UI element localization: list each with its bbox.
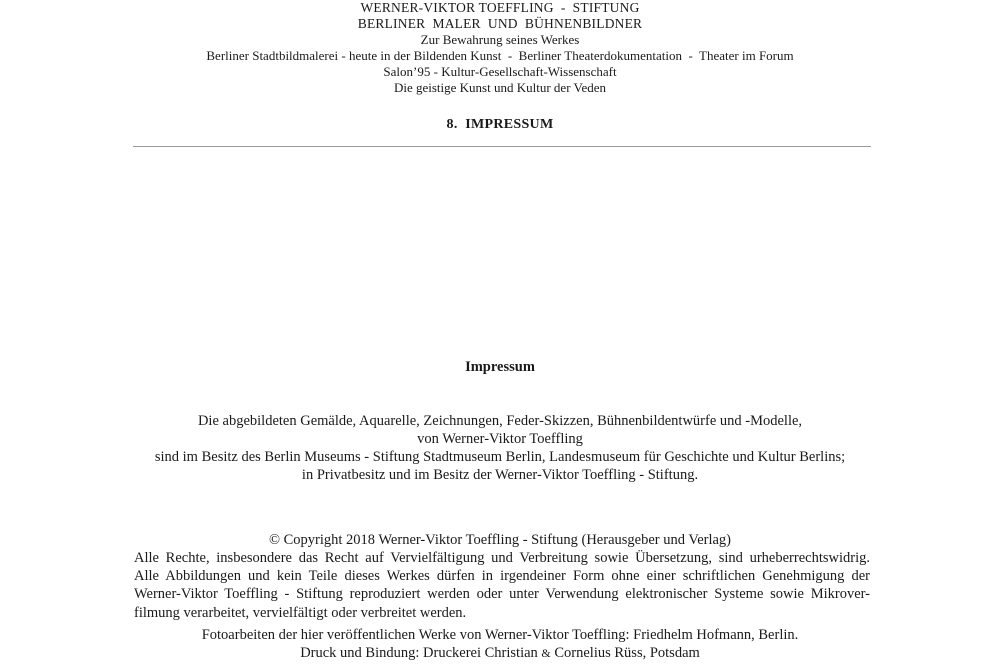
ownership-line: in Privatbesitz und im Besitz der Werner-Viktor Toeffling - Stiftung. — [301, 467, 699, 483]
rights-line: Alle Rechte, insbesondere das Recht auf Vervielfältigung und Verbreitung sowie Übersetzung, sind urheberrechtswidrig. — [134, 550, 870, 566]
credits — [0, 626, 1000, 662]
foundation-salon: Salon’95 - Kultur-Gesellschaft-Wissenschaft — [383, 64, 617, 79]
rights-line: filmung verarbeitet, vervielfältigt oder verbreitet werden. — [134, 604, 467, 621]
foundation-subtitle: BERLINER MALER UND BÜHNENBILDNER — [357, 16, 643, 31]
print-credit — [0, 644, 1000, 662]
impressum-heading: Impressum — [465, 359, 535, 375]
rights-paragraph — [134, 549, 870, 622]
foundation-header — [0, 0, 1000, 96]
print-credit-prefix: Druck und Bindung: Druckerei Christian — [300, 645, 542, 661]
print-credit-ampersand: & — [541, 646, 551, 660]
ownership-statement — [0, 412, 1000, 484]
foundation-purpose: Zur Bewahrung seines Werkes — [420, 32, 580, 47]
foundation-name: WERNER-VIKTOR TOEFFLING - STIFTUNG — [360, 0, 640, 15]
ownership-line: von Werner-Viktor Toeffling — [417, 431, 583, 447]
ownership-line: Die abgebildeten Gemälde, Aquarelle, Zeichnungen, Feder-Skizzen, Bühnenbildentwürfe und -Modelle, — [197, 413, 803, 429]
print-credit-suffix: Cornelius Rüss, Potsdam — [550, 645, 700, 661]
section-title: 8. IMPRESSUM — [446, 117, 554, 132]
photo-credit: Fotoarbeiten der hier veröffentlichen Werke von Werner-Viktor Toeffling: Friedhelm Hofmann, Berlin. — [201, 627, 799, 643]
rights-line: Alle Abbildungen und kein Teile dieses Werkes dürfen in irgendeiner Form ohne einer schriftlichen Genehmigung der — [134, 568, 870, 585]
horizontal-divider — [133, 146, 871, 147]
rights-line: Werner-Viktor Toeffling - Stiftung reproduziert werden oder unter Verwendung elektronischer Systeme sowie Mikrover- — [134, 586, 870, 603]
copyright-notice: © Copyright 2018 Werner-Viktor Toeffling - Stiftung (Herausgeber und Verlag) — [268, 532, 732, 548]
foundation-areas: Berliner Stadtbildmalerei - heute in der Bildenden Kunst - Berliner Theaterdokumentation - Theater im Forum — [206, 48, 794, 63]
foundation-veden: Die geistige Kunst und Kultur der Veden — [393, 80, 607, 95]
ownership-line: sind im Besitz des Berlin Museums - Stiftung Stadtmuseum Berlin, Landesmuseum für Geschichte und Kultur Berlins; — [154, 449, 846, 465]
